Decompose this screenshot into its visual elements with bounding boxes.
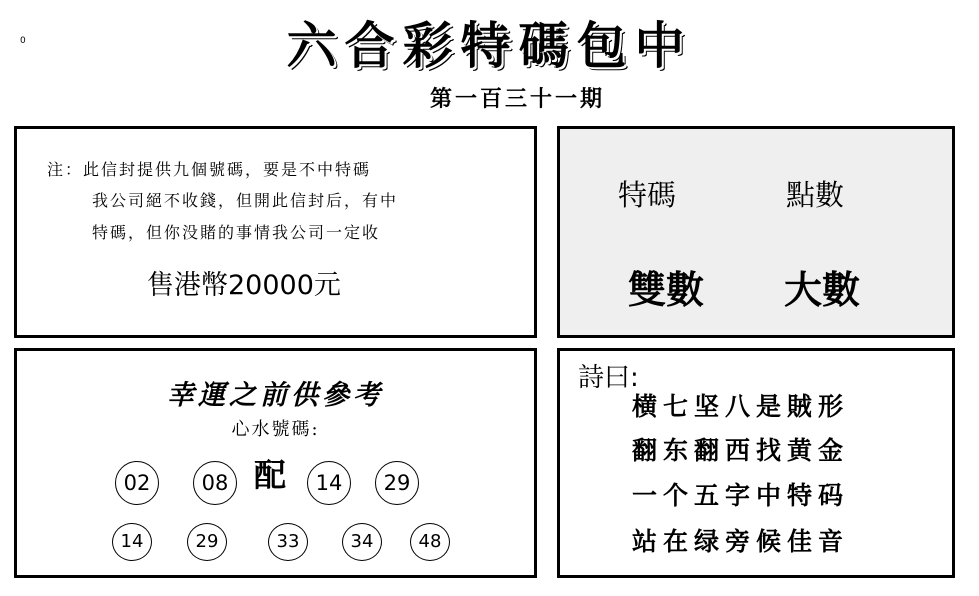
poem-line-4: 站在绿旁候佳音 [632,527,850,556]
poem-heading: 詩曰: [578,363,639,393]
notice-box [14,126,537,338]
special-box [557,126,955,338]
lucky-number: 48 [410,523,450,561]
lucky-box [14,348,537,578]
price-prefix: 售港幣 [147,270,228,301]
price-amount: 20000 [228,270,314,301]
lucky-number: 14 [112,523,152,561]
lucky-subtitle: 心水號碼: [231,419,320,440]
lucky-number: 02 [115,461,159,505]
poem-line-2: 翻东翻西找黄金 [632,436,850,465]
lucky-number: 34 [342,523,382,561]
notice-line-1: 注：此信封提供九個號碼，要是不中特碼 [47,160,372,179]
lucky-number: 14 [307,461,351,505]
poem-box [557,348,955,578]
poem-line-1: 横七坚八是賊形 [632,392,850,421]
lucky-title: 幸運之前供參考 [167,380,384,411]
page-title: 六合彩特碼包中 [286,16,693,75]
special-value-1: 雙數 [628,267,705,312]
notice-line-3: 特碼，但你没賭的事情我公司一定收 [92,223,381,242]
lucky-number: 29 [375,461,419,505]
period-label: 第一百三十一期 [429,86,605,112]
price-suffix: 元 [313,270,341,301]
price-text [147,263,341,302]
special-label-2: 點數 [786,178,845,212]
pair-label: 配 [254,456,287,494]
lucky-number: 29 [187,523,227,561]
poem-line-3: 一个五字中特码 [632,481,850,510]
notice-line-2: 我公司絕不收錢，但開此信封后，有中 [92,191,399,210]
lucky-number: 33 [268,523,308,561]
special-label-1: 特碼 [618,178,677,212]
corner-mark: 0 [20,36,26,46]
lucky-number: 08 [193,461,237,505]
special-value-2: 大數 [784,267,861,312]
